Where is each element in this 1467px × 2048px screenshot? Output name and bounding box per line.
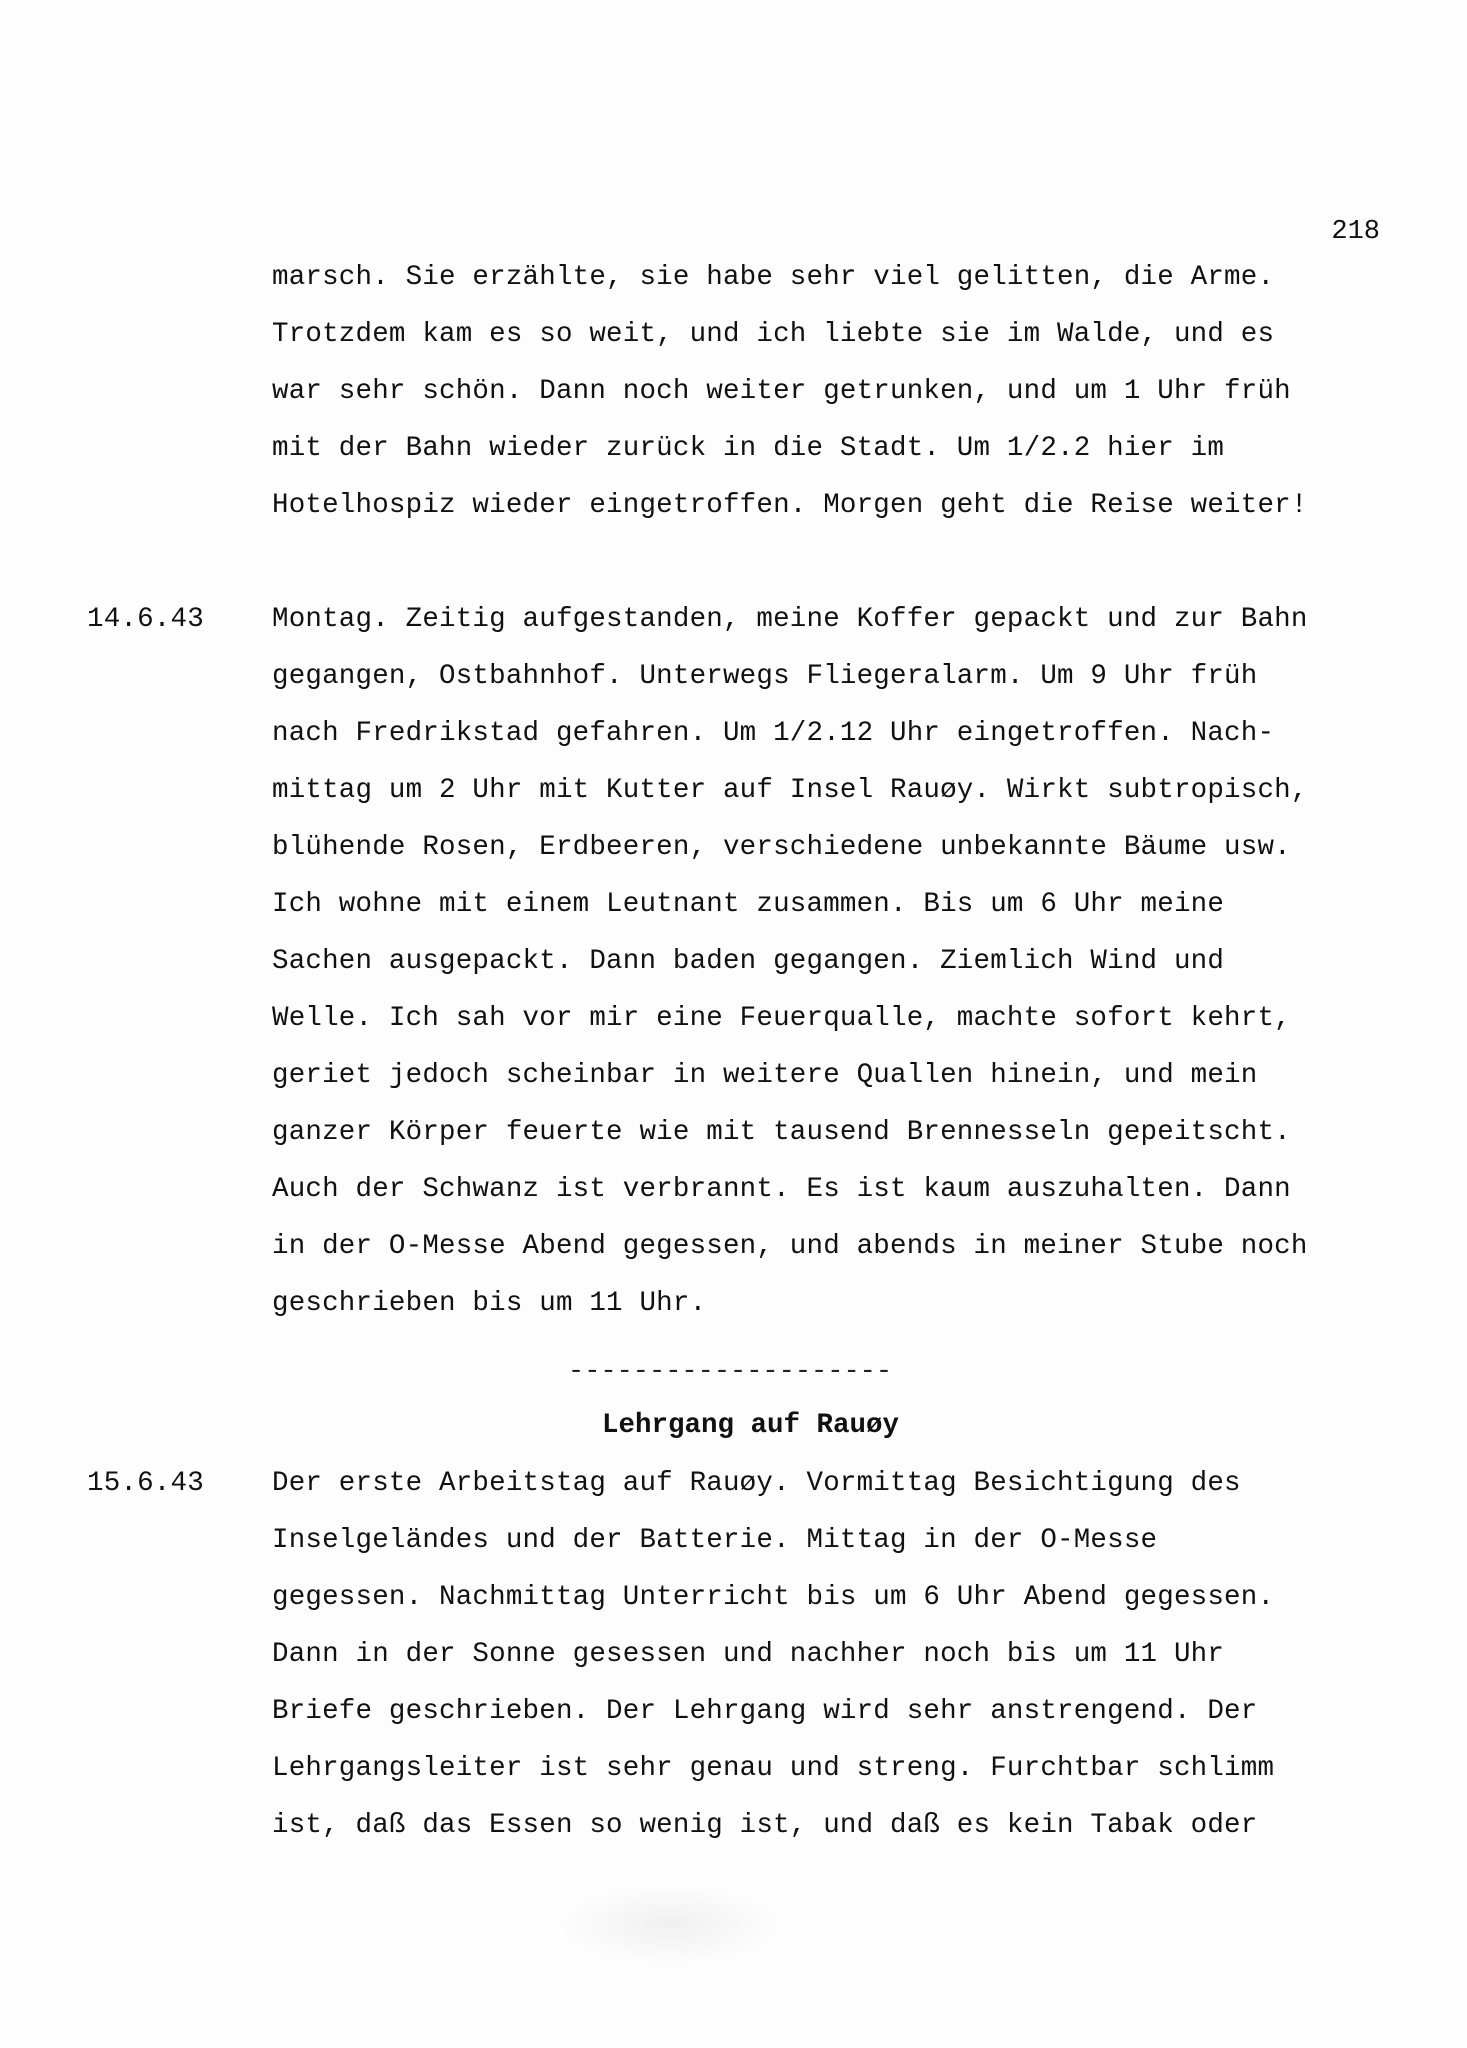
text-line: nach Fredrikstad gefahren. Um 1/2.12 Uhr eingetroffen. Nach- (272, 718, 1275, 749)
text-line: Dann in der Sonne gesessen und nachher noch bis um 11 Uhr (272, 1639, 1225, 1670)
entry-date: 15.6.43 (87, 1468, 204, 1499)
text-line: geschrieben bis um 11 Uhr. (272, 1288, 707, 1319)
text-line: mit der Bahn wieder zurück in die Stadt. Um 1/2.2 hier im (272, 433, 1225, 464)
text-line: ist, daß das Essen so wenig ist, und daß es kein Tabak oder (272, 1810, 1258, 1841)
text-line: geriet jedoch scheinbar in weitere Quallen hinein, und mein (272, 1060, 1258, 1091)
entry-date: 14.6.43 (87, 604, 204, 635)
text-line: gegangen, Ostbahnhof. Unterwegs Fliegeralarm. Um 9 Uhr früh (272, 661, 1258, 692)
text-line: Welle. Ich sah vor mir eine Feuerqualle, machte sofort kehrt, (272, 1003, 1291, 1034)
text-line: war sehr schön. Dann noch weiter getrunken, und um 1 Uhr früh (272, 376, 1291, 407)
text-line: Auch der Schwanz ist verbrannt. Es ist kaum auszuhalten. Dann (272, 1174, 1291, 1205)
text-line: Lehrgangsleiter ist sehr genau und streng. Furchtbar schlimm (272, 1753, 1275, 1784)
text-line: gegessen. Nachmittag Unterricht bis um 6 Uhr Abend gegessen. (272, 1582, 1275, 1613)
scan-smudge (560, 1885, 780, 1965)
text-line: Inselgeländes und der Batterie. Mittag in der O-Messe (272, 1525, 1158, 1556)
page-number: 218 (1331, 217, 1380, 247)
text-line: Ich wohne mit einem Leutnant zusammen. Bis um 6 Uhr meine (272, 889, 1225, 920)
text-line: Sachen ausgepackt. Dann baden gegangen. Ziemlich Wind und (272, 946, 1225, 977)
text-line: Briefe geschrieben. Der Lehrgang wird sehr anstrengend. Der (272, 1696, 1258, 1727)
text-line: Montag. Zeitig aufgestanden, meine Koffer gepackt und zur Bahn (272, 604, 1308, 635)
text-line: blühende Rosen, Erdbeeren, verschiedene unbekannte Bäume usw. (272, 832, 1291, 863)
text-line: Der erste Arbeitstag auf Rauøy. Vormittag Besichtigung des (272, 1468, 1241, 1499)
text-line: Hotelhospiz wieder eingetroffen. Morgen geht die Reise weiter! (272, 490, 1308, 521)
section-divider: -------------------- (568, 1357, 893, 1387)
text-line: mittag um 2 Uhr mit Kutter auf Insel Rauøy. Wirkt subtropisch, (272, 775, 1308, 806)
text-line: Trotzdem kam es so weit, und ich liebte sie im Walde, und es (272, 319, 1275, 350)
text-line: in der O-Messe Abend gegessen, und abends in meiner Stube noch (272, 1231, 1308, 1262)
text-line: marsch. Sie erzählte, sie habe sehr viel gelitten, die Arme. (272, 262, 1275, 293)
section-heading: Lehrgang auf Rauøy (601, 1410, 900, 1441)
text-line: ganzer Körper feuerte wie mit tausend Brennesseln gepeitscht. (272, 1117, 1291, 1148)
